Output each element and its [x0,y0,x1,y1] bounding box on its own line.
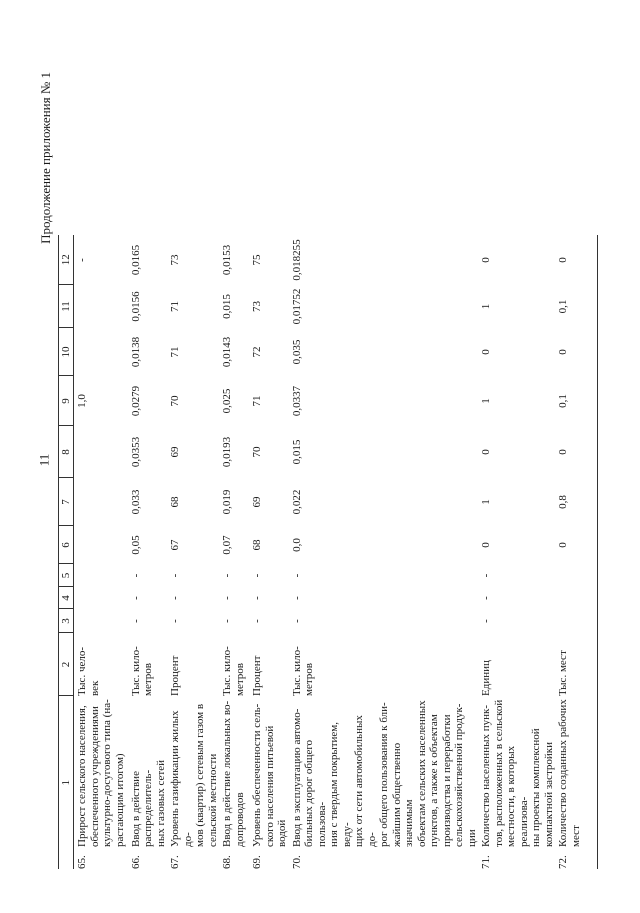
indicator-name-line: Ввод в действие распределитель- [129,769,154,847]
value-cell [74,526,128,564]
unit-line: метров [142,663,154,696]
indicator-name-line: Количество созданных рабочих [557,699,569,847]
value-cell [74,426,128,478]
indicator-name-line: щих от сети автомобильных до- [353,715,378,847]
value-cell: - [251,619,263,623]
column-header: 2 [59,633,74,696]
value-cell: 0 [480,542,492,548]
value-cell: 0,05 [129,535,142,555]
indicator-name-line: ны проекты комплексной [530,728,542,847]
value-cell: - [76,258,88,262]
value-cell: - [221,596,233,600]
value-cell: 0,035 [290,339,303,365]
value-cell: 70 [169,395,181,407]
column-header: 3 [59,609,74,633]
value-cell: 0,0143 [221,336,233,368]
value-cell: 0,015 [221,294,233,319]
value-cell [74,328,128,376]
indicator-name-line: компактной застройки [542,741,555,847]
unit-line: метров [303,663,315,696]
indicator-name-line: ского населения питьевой водой [263,725,288,847]
unit-cell [555,633,597,696]
unit-cell [289,633,479,696]
value-cell: 0,8 [555,478,597,526]
indicator-name-cell [478,696,555,869]
indicator-name-line: растающим итогом) [113,753,126,847]
value-cell [555,587,597,609]
value-cell: 71 [169,346,181,358]
table-row [128,235,168,869]
value-cell: - [221,619,233,623]
indicator-name-line: жайшим общественно значимым [390,742,415,847]
header-row [59,235,74,869]
indicator-name-line: Количество населенных пунк- [480,704,492,847]
indicator-name-cell [249,696,289,869]
unit-cell [478,633,555,696]
unit-line: Единиц [480,660,492,696]
unit-line: Процент [169,655,181,696]
unit-line: Процент [251,655,263,696]
indicator-name-line: тов, расположенных в сельской [492,699,505,847]
column-header: 6 [59,526,74,564]
value-cell: 75 [251,254,263,266]
value-cell: 0,033 [129,489,142,515]
indicator-name-line: мов (квартир) сетевым газом в [194,703,206,847]
indicator-name [76,699,126,847]
unit-line: Тыс. кило- [129,646,142,696]
column-header: 5 [59,564,74,587]
value-cell: 67 [169,539,181,551]
row-number: 67. [169,855,181,869]
table-row [555,235,597,869]
indicator-name-cell [74,696,128,869]
value-cell: 0,01752 [290,288,303,325]
indicator-name-line: допроводов [233,792,246,847]
continuation-header: Продолжение приложения № 1 [38,72,53,244]
value-cell: - [480,596,492,600]
indicator-name-line: Уровень обеспеченности сель- [251,703,263,847]
row-number: 71. [480,855,492,869]
value-cell: - [480,573,492,578]
value-cell: - [290,619,303,623]
value-cell: 0,019 [221,489,233,515]
indicator-name-cell [289,696,479,869]
column-header: 1 [59,696,74,869]
indicator-name [480,699,555,847]
indicator-name-line: Прирост сельского населения, [76,705,88,847]
indicator-name [221,699,246,847]
value-cell: 0,0 [290,538,303,552]
value-cell [74,285,128,328]
value-cell: - [169,573,181,578]
indicator-name-line: мест [569,825,582,847]
value-cell: 0,022 [290,489,303,515]
unit-line: Тыс. мест [557,650,569,696]
value-cell [74,609,128,633]
value-cell: - [290,573,303,578]
table-row [219,235,249,869]
value-cell: 0,0153 [221,244,233,276]
value-cell: 0,0193 [221,436,233,468]
value-cell: 68 [169,496,181,508]
value-cell [555,564,597,587]
table-body [74,235,598,869]
column-header: 8 [59,426,74,478]
unit-line: век [88,680,101,696]
indicator-name-cell [128,696,168,869]
value-cell: 0,018255 [290,239,303,281]
table-row [74,235,128,869]
indicator-name-line: Ввод в эксплуатацию автомо- [290,708,303,847]
value-cell: 0 [480,349,492,355]
row-number: 65. [76,855,88,869]
value-cell: 0,07 [221,535,233,555]
indicator-name-line: ции [465,829,478,847]
indicator-name-line: ных газовых сетей [154,759,167,847]
indicator-name-line: культурно-досугового типа (на- [101,699,113,847]
value-cell: - [129,596,142,600]
column-header: 10 [59,328,74,376]
value-cell: 72 [251,346,263,358]
column-header: 11 [59,285,74,328]
value-cell: - [251,573,263,578]
value-cell: 0 [555,235,597,285]
unit-cell [219,633,249,696]
page-number: 11 [36,453,52,467]
value-cell: - [129,573,142,578]
row-number: 72. [557,855,569,869]
indicator-name-cell [219,696,249,869]
unit-cell [249,633,289,696]
indicator-name-line: сельской местности [206,753,219,847]
row-number: 66. [129,855,142,869]
indicators-table [58,235,598,869]
table-row [478,235,555,869]
row-number: 69. [251,855,263,869]
value-cell [555,609,597,633]
value-cell: 71 [251,395,263,407]
indicator-name [169,699,219,847]
row-number: 68. [221,855,233,869]
indicator-name-line: объектам сельских населенных [415,700,428,847]
value-cell: 0,0165 [129,244,142,276]
value-cell: 0 [480,449,492,455]
unit-line: метров [233,663,246,696]
indicator-name-line: бильных дорог общего пользова- [303,739,328,847]
unit-cell [167,633,219,696]
table-row [289,235,479,869]
indicator-name-line: сельскохозяйственной продук- [453,703,465,847]
indicator-name [130,699,168,847]
indicator-name-line: местности, в которых реализова- [505,745,530,847]
indicator-name-line: ния с твердым покрытием, веду- [328,722,353,847]
value-cell: 1,0 [76,394,88,408]
value-cell: 0,0138 [129,336,142,368]
value-cell: - [251,596,263,600]
value-cell: 69 [251,496,263,508]
column-header: 9 [59,376,74,426]
value-cell: - [221,573,233,578]
value-cell: 68 [251,539,263,551]
column-header: 12 [59,235,74,285]
value-cell: 69 [169,446,181,458]
value-cell: 71 [169,301,181,312]
value-cell: 0,1 [555,376,597,426]
value-cell [74,564,128,587]
value-cell: 0,025 [221,388,233,414]
indicator-name [251,699,289,847]
value-cell: 70 [251,446,263,458]
value-cell: - [290,596,303,600]
indicator-name-cell [167,696,219,869]
value-cell: 0,0337 [290,385,303,417]
indicator-name [291,699,479,847]
indicator-name-line: пунктов, а также к объектам [428,714,440,847]
unit-line: Тыс. чело- [76,646,88,696]
value-cell: 0,0353 [129,436,142,468]
column-header: 7 [59,478,74,526]
value-cell: 0 [555,328,597,376]
unit-cell [128,633,168,696]
table-row [167,235,219,869]
value-cell: 73 [169,254,181,266]
value-cell: - [129,619,142,623]
indicator-name-cell [555,696,597,869]
value-cell [74,587,128,609]
value-cell: 0 [555,426,597,478]
value-cell: 1 [480,303,492,310]
indicator-name-line: рог общего пользования к бли- [378,702,390,847]
value-cell: 0 [480,257,492,263]
value-cell: 0,1 [555,285,597,328]
column-header: 4 [59,587,74,609]
value-cell: 0,0156 [129,291,142,322]
value-cell: - [480,619,492,623]
value-cell [74,478,128,526]
indicator-name-line: Уровень газификации жилых до- [169,710,194,847]
value-cell: - [169,596,181,600]
value-cell: 73 [251,301,263,312]
value-cell: 0 [555,526,597,564]
value-cell: 0,015 [290,439,303,465]
row-number: 70. [290,855,303,869]
value-cell: 0,0279 [129,385,142,417]
unit-cell [74,633,128,696]
table-row [249,235,289,869]
value-cell: - [169,619,181,623]
indicator-name-line: обеспеченного учреждениями [88,706,101,847]
indicator-name [557,699,582,847]
value-cell: 1 [480,398,492,404]
value-cell: 1 [480,499,492,505]
unit-line: Тыс. кило- [290,646,303,696]
indicator-name-line: производства и переработки [440,714,453,847]
unit-line: Тыс. кило- [221,646,233,696]
indicator-name-line: Ввод в действие локальных во- [221,700,233,847]
